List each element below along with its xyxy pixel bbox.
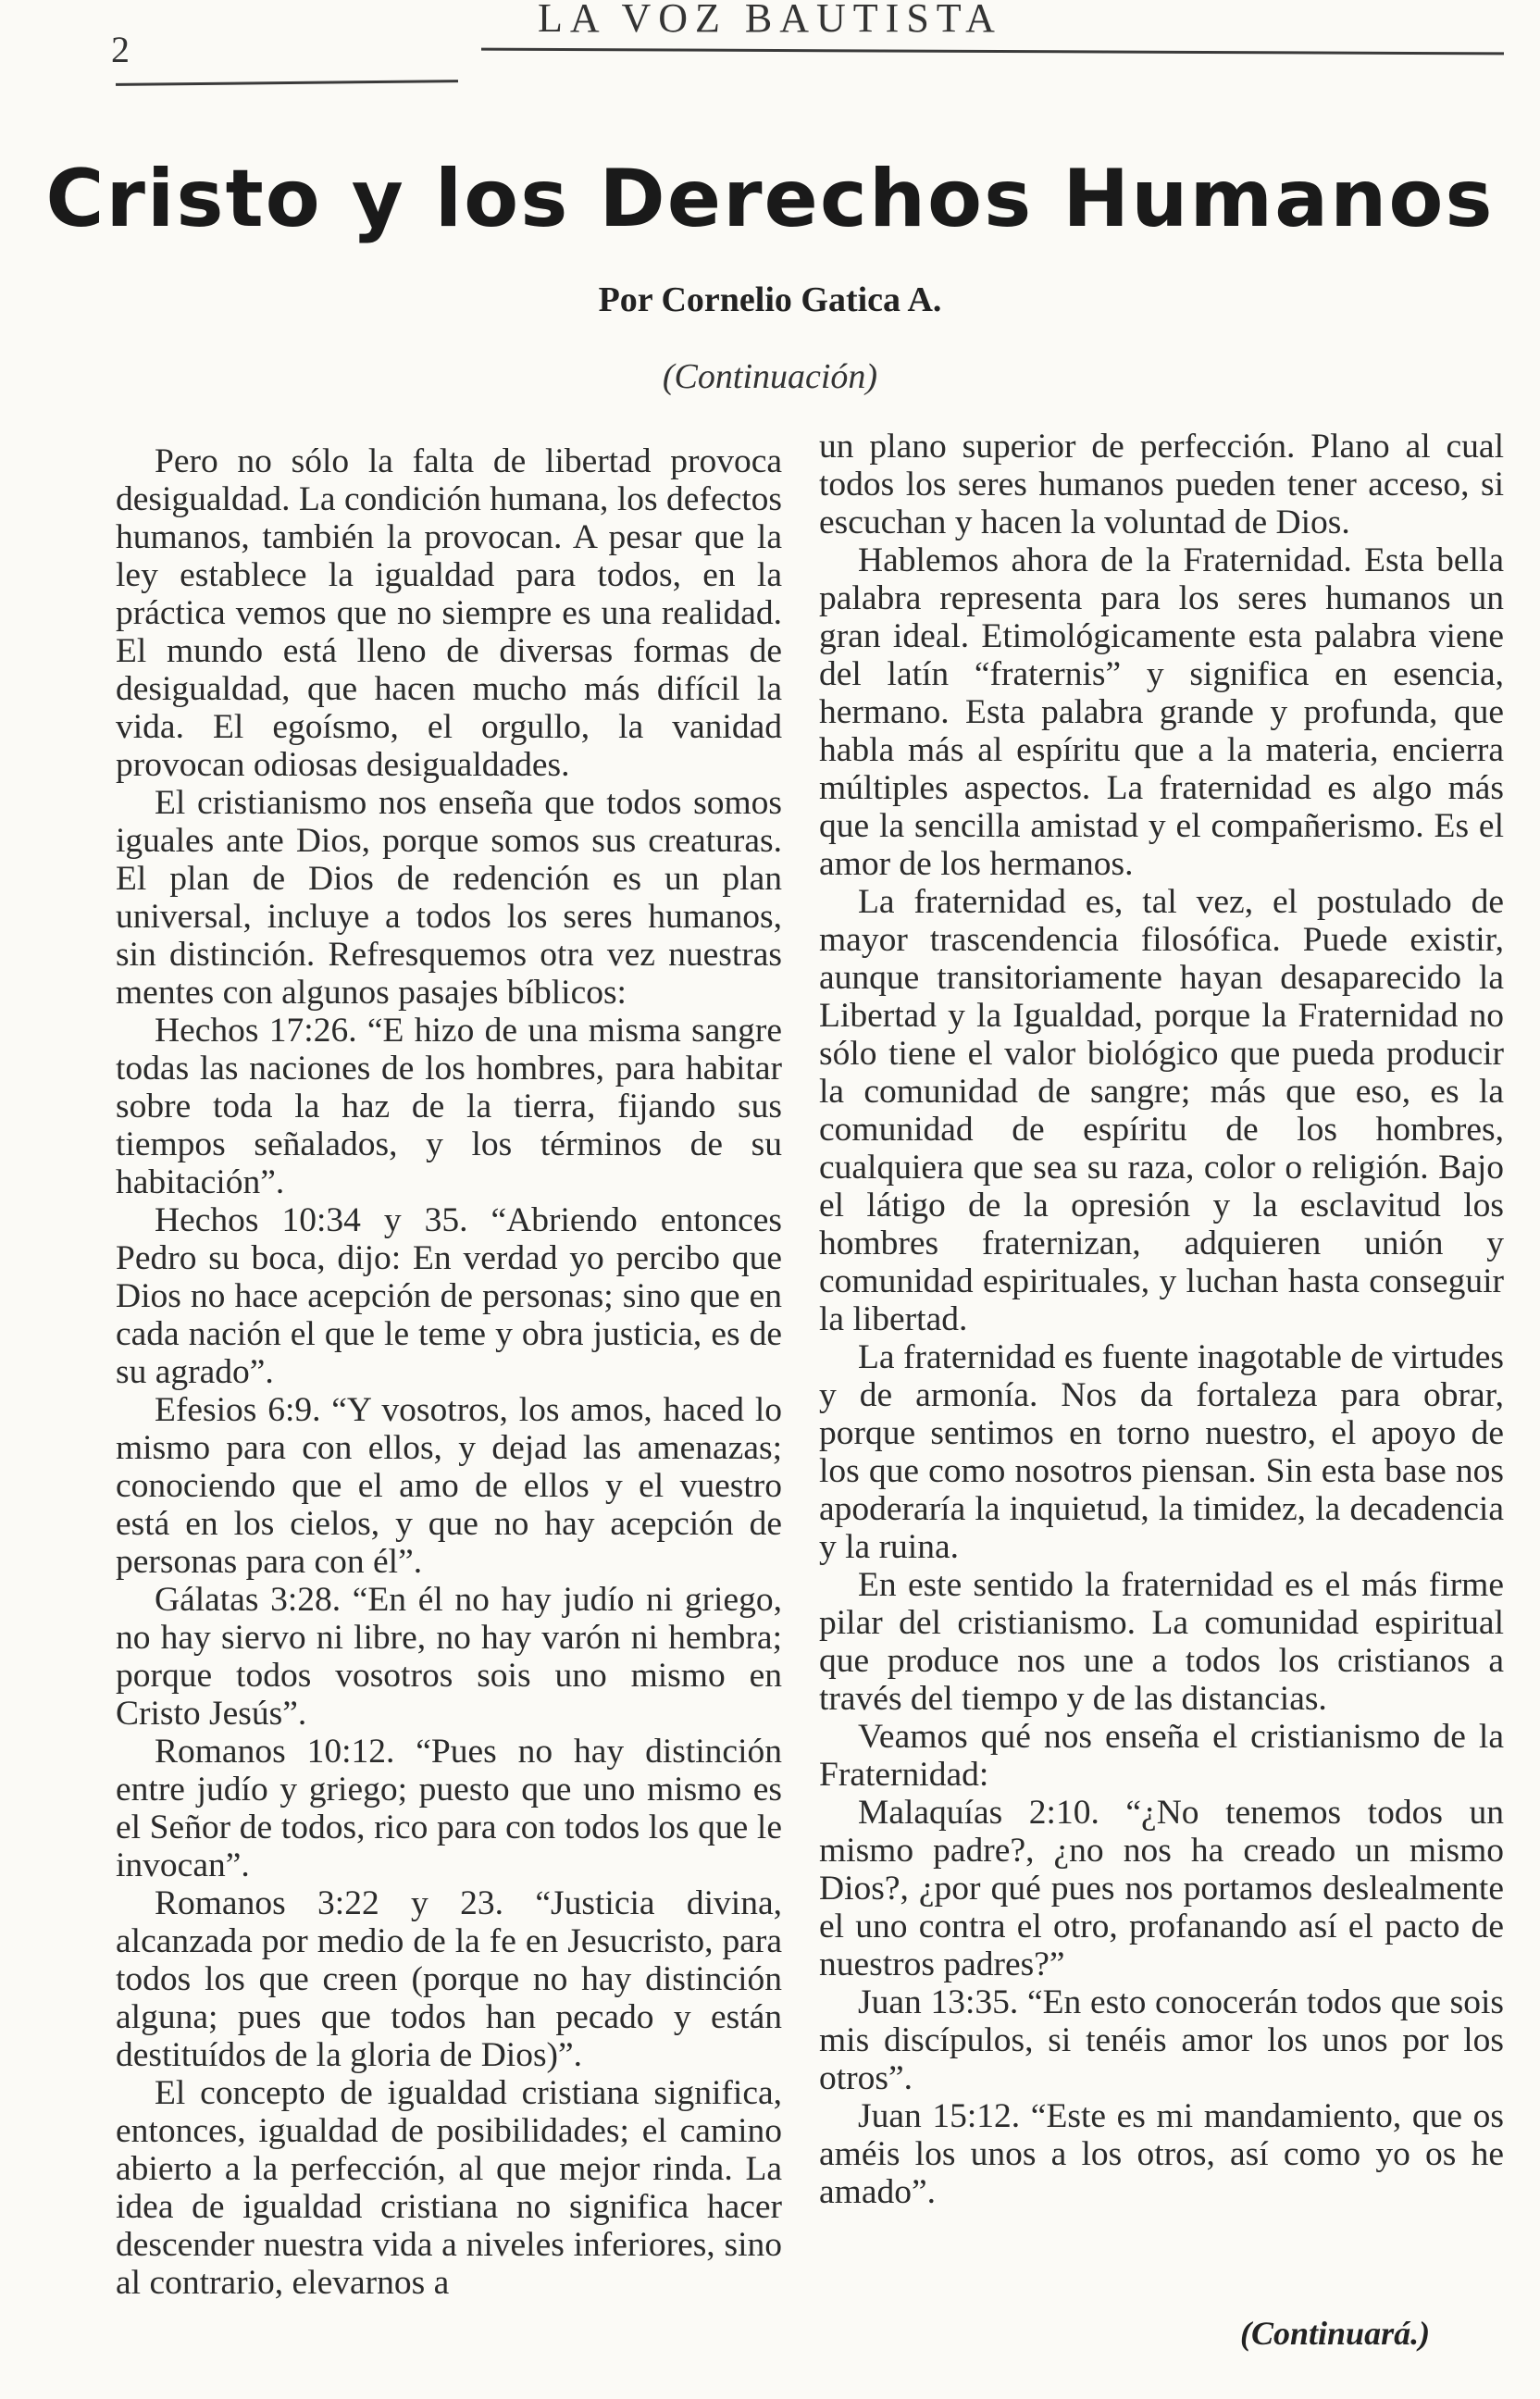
paragraph: En este sentido la fraternidad es el más firme pilar del cristianismo. La comunidad espiritual que produce nos une a todos los cristianos a través del tiempo y de las distancias. [819,1566,1504,1718]
right-column [819,428,1504,2211]
article-title: Cristo y los Derechos Humanos [45,153,1495,245]
paragraph: El concepto de igualdad cristiana significa, entonces, igualdad de posibilidades; el camino abierto a la perfección, al que mejor rinda. La idea de igualdad cristiana no significa hacer descender nuestra vida a niveles inferiores, sino al contrario, elevarnos a [116,2074,782,2302]
left-column [116,442,782,2302]
paragraph: Romanos 3:22 y 23. “Justicia divina, alcanzada por medio de la fe en Jesucristo, para todos los que creen (porque no hay distinción alguna; pues que todos han pecado y están destituídos de la gloria de Dios)”. [116,1884,782,2074]
byline: Por Cornelio Gatica A. [598,280,942,319]
continuation-note: (Continuación) [662,357,878,396]
paragraph: Veamos qué nos enseña el cristianismo de la Fraternidad: [819,1718,1504,1794]
paragraph: Efesios 6:9. “Y vosotros, los amos, haced lo mismo para con ellos, y dejad las amenazas; conociendo que el amo de ellos y el vuestro está en los cielos, y que no hay acepción de personas para con él”. [116,1391,782,1581]
paragraph: La fraternidad es fuente inagotable de virtudes y de armonía. Nos da fortaleza para obrar, porque sentimos en torno nuestro, el apoyo de los que como nosotros piensan. Sin esta base nos apoderaría la inquietud, la timidez, la decadencia y la ruina. [819,1338,1504,1566]
paragraph: Malaquías 2:10. “¿No tenemos todos un mismo padre?, ¿no nos ha creado un mismo Dios?, ¿por qué pues nos portamos deslealmente el uno contra el otro, profanando así el pacto de nuestros padres?” [819,1794,1504,1983]
paragraph: Pero no sólo la falta de libertad provoca desigualdad. La condición humana, los defectos humanos, también la provocan. A pesar que la ley establece la igualdad para todos, en la práctica vemos que no siempre es una realidad. El mundo está lleno de diversas formas de desigualdad, que hacen mucho más difícil la vida. El egoísmo, el orgullo, la vanidad provocan odiosas desigualdades. [116,442,782,784]
paragraph: un plano superior de perfección. Plano al cual todos los seres humanos pueden tener acceso, si escuchan y hacen la voluntad de Dios. [819,428,1504,541]
header-rule-left [116,80,458,86]
publication-title: LA VOZ BAUTISTA [538,0,1002,41]
paragraph: Gálatas 3:28. “En él no hay judío ni griego, no hay siervo ni libre, no hay varón ni hembra; porque todos vosotros sois uno mismo en Cristo Jesús”. [116,1581,782,1733]
paragraph: Juan 13:35. “En esto conocerán todos que sois mis discípulos, si tenéis amor los unos por los otros”. [819,1983,1504,2097]
paragraph: Juan 15:12. “Este es mi mandamiento, que os améis los unos a los otros, así como yo os he amado”. [819,2097,1504,2211]
paragraph: Hablemos ahora de la Fraternidad. Esta bella palabra representa para los seres humanos un gran ideal. Etimológicamente esta palabra viene del latín “fraternis” y significa en esencia, hermano. Esta palabra grande y profunda, que habla más al espíritu que a la materia, encierra múltiples aspectos. La fraternidad es algo más que la sencilla amistad y el compañerismo. Es el amor de los hermanos. [819,541,1504,883]
to-be-continued: (Continuará.) [1240,2315,1431,2352]
paragraph: Romanos 10:12. “Pues no hay distinción entre judío y griego; puesto que uno mismo es el Señor de todos, rico para con todos los que le invocan”. [116,1733,782,1884]
page-number: 2 [111,29,130,70]
header-rule-right [481,48,1504,56]
paragraph: Hechos 10:34 y 35. “Abriendo entonces Pedro su boca, dijo: En verdad yo percibo que Dios no hace acepción de personas; sino que en cada nación el que le teme y obra justicia, es de su agrado”. [116,1201,782,1391]
paragraph: La fraternidad es, tal vez, el postulado de mayor trascendencia filosófica. Puede existir, aunque transitoriamente hayan desaparecido la Libertad y la Igualdad, porque la Fraternidad no sólo tiene el valor biológico que pueda producir la comunidad de sangre; más que eso, es la comunidad de espíritu de los hombres, cualquiera que sea su raza, color o religión. Bajo el látigo de la opresión y la esclavitud los hombres fraternizan, adquieren unión y comunidad espirituales, y luchan hasta conseguir la libertad. [819,883,1504,1338]
paragraph: El cristianismo nos enseña que todos somos iguales ante Dios, porque somos sus creaturas. El plan de Dios de redención es un plan universal, incluye a todos los seres humanos, sin distinción. Refresquemos otra vez nuestras mentes con algunos pasajes bíblicos: [116,784,782,1012]
paragraph: Hechos 17:26. “E hizo de una misma sangre todas las naciones de los hombres, para habitar sobre toda la haz de la tierra, fijando sus tiempos señalados, y los términos de su habitación”. [116,1012,782,1201]
